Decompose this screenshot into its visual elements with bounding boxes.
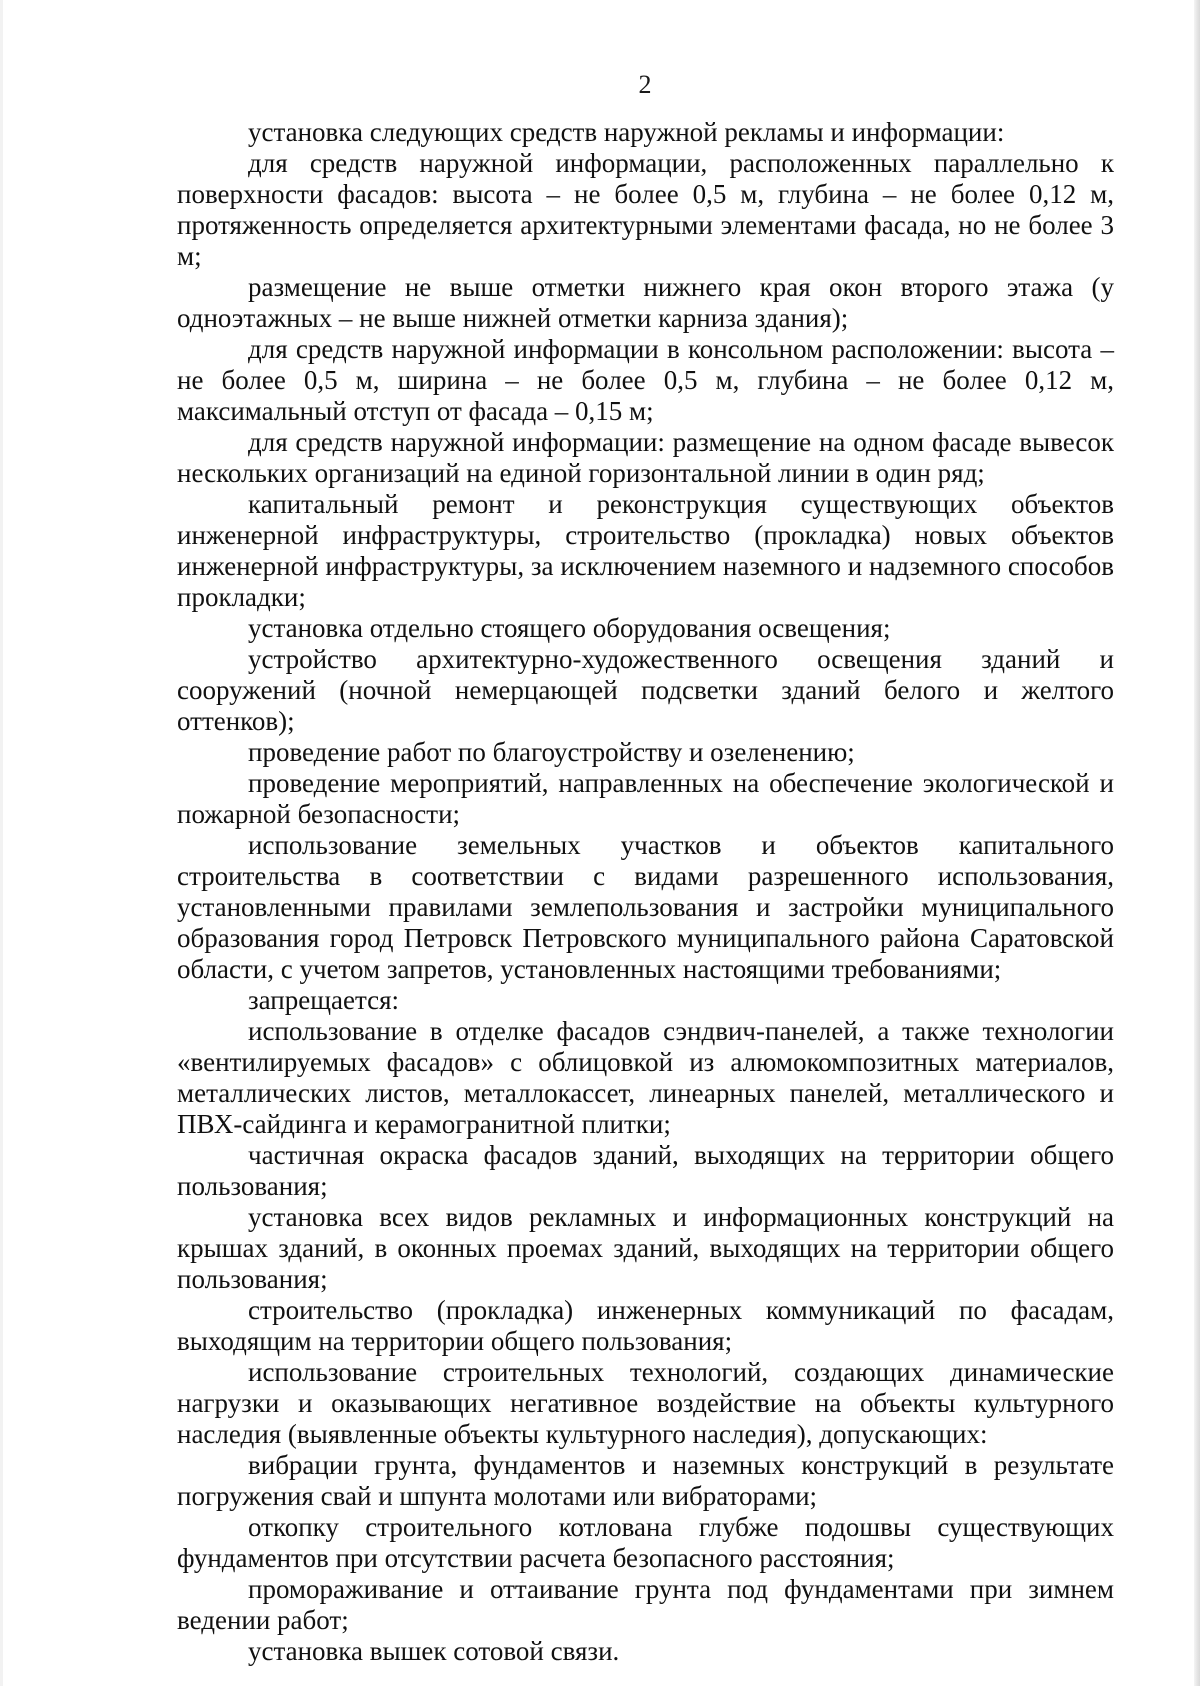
scan-left-edge bbox=[0, 0, 3, 1686]
paragraph: откопку строительного котлована глубже подошвы существующих фундаментов при отсутствии расчета безопасного расстояния; bbox=[177, 1512, 1114, 1573]
paragraph: установка следующих средств наружной рекламы и информации: bbox=[248, 117, 1005, 147]
paragraph: устройство архитектурно-художественного освещения зданий и сооружений (ночной немерцающей подсветки зданий белого и желтого оттенков); bbox=[177, 644, 1114, 736]
paragraph: капитальный ремонт и реконструкция существующих объектов инженерной инфраструктуры, строительство (прокладка) новых объектов инженерной инфраструктуры, за исключением наземного и надземного способов прокладки; bbox=[177, 489, 1114, 612]
paragraph: промораживание и оттаивание грунта под фундаментами при зимнем ведении работ; bbox=[177, 1574, 1114, 1635]
paragraph: проведение мероприятий, направленных на обеспечение экологической и пожарной безопасности; bbox=[177, 768, 1114, 829]
paragraph: установка отдельно стоящего оборудования освещения; bbox=[248, 613, 891, 643]
paragraph: установка вышек сотовой связи. bbox=[248, 1636, 620, 1666]
paragraph: частичная окраска фасадов зданий, выходящих на территории общего пользования; bbox=[177, 1140, 1114, 1201]
document-body bbox=[177, 117, 1114, 1667]
paragraph: для средств наружной информации в консольном расположении: высота – не более 0,5 м, ширина – не более 0,5 м, глубина – не более 0,12 м, максимальный отступ от фасада – 0,15 м; bbox=[177, 334, 1114, 426]
paragraph: использование в отделке фасадов сэндвич-панелей, а также технологии «вентилируемых фасадов» с облицовкой из алюмокомпозитных материалов, металлических листов, металлокассет, линеарных панелей, металлического и ПВХ-сайдинга и керамогранитной плитки; bbox=[177, 1016, 1114, 1139]
paragraph: для средств наружной информации: размещение на одном фасаде вывесок нескольких организаций на единой горизонтальной линии в один ряд; bbox=[177, 427, 1114, 488]
paragraph: установка всех видов рекламных и информационных конструкций на крышах зданий, в оконных проемах зданий, выходящих на территории общего пользования; bbox=[177, 1202, 1114, 1294]
paragraph: строительство (прокладка) инженерных коммуникаций по фасадам, выходящим на территории общего пользования; bbox=[177, 1295, 1114, 1356]
scan-right-edge bbox=[1194, 0, 1200, 1686]
paragraph: для средств наружной информации, расположенных параллельно к поверхности фасадов: высота – не более 0,5 м, глубина – не более 0,12 м, протяженность определяется архитектурными элементами фасада, но не более 3 м; bbox=[177, 148, 1114, 271]
paragraph: запрещается: bbox=[248, 985, 400, 1015]
paragraph: использование земельных участков и объектов капитального строительства в соответствии с видами разрешенного использования, установленными правилами землепользования и застройки муниципального образования город Петровск Петровского муниципального района Саратовской области, с учетом запретов, установленных настоящими требованиями; bbox=[177, 830, 1114, 984]
paragraph: вибрации грунта, фундаментов и наземных конструкций в результате погружения свай и шпунта молотами или вибраторами; bbox=[177, 1450, 1114, 1511]
paragraph: размещение не выше отметки нижнего края окон второго этажа (у одноэтажных – не выше нижней отметки карниза здания); bbox=[177, 272, 1114, 333]
paragraph: использование строительных технологий, создающих динамические нагрузки и оказывающих негативное воздействие на объекты культурного наследия (выявленные объекты культурного наследия), допускающих: bbox=[177, 1357, 1114, 1449]
paragraph: проведение работ по благоустройству и озеленению; bbox=[248, 737, 855, 767]
page-number: 2 bbox=[638, 70, 652, 99]
